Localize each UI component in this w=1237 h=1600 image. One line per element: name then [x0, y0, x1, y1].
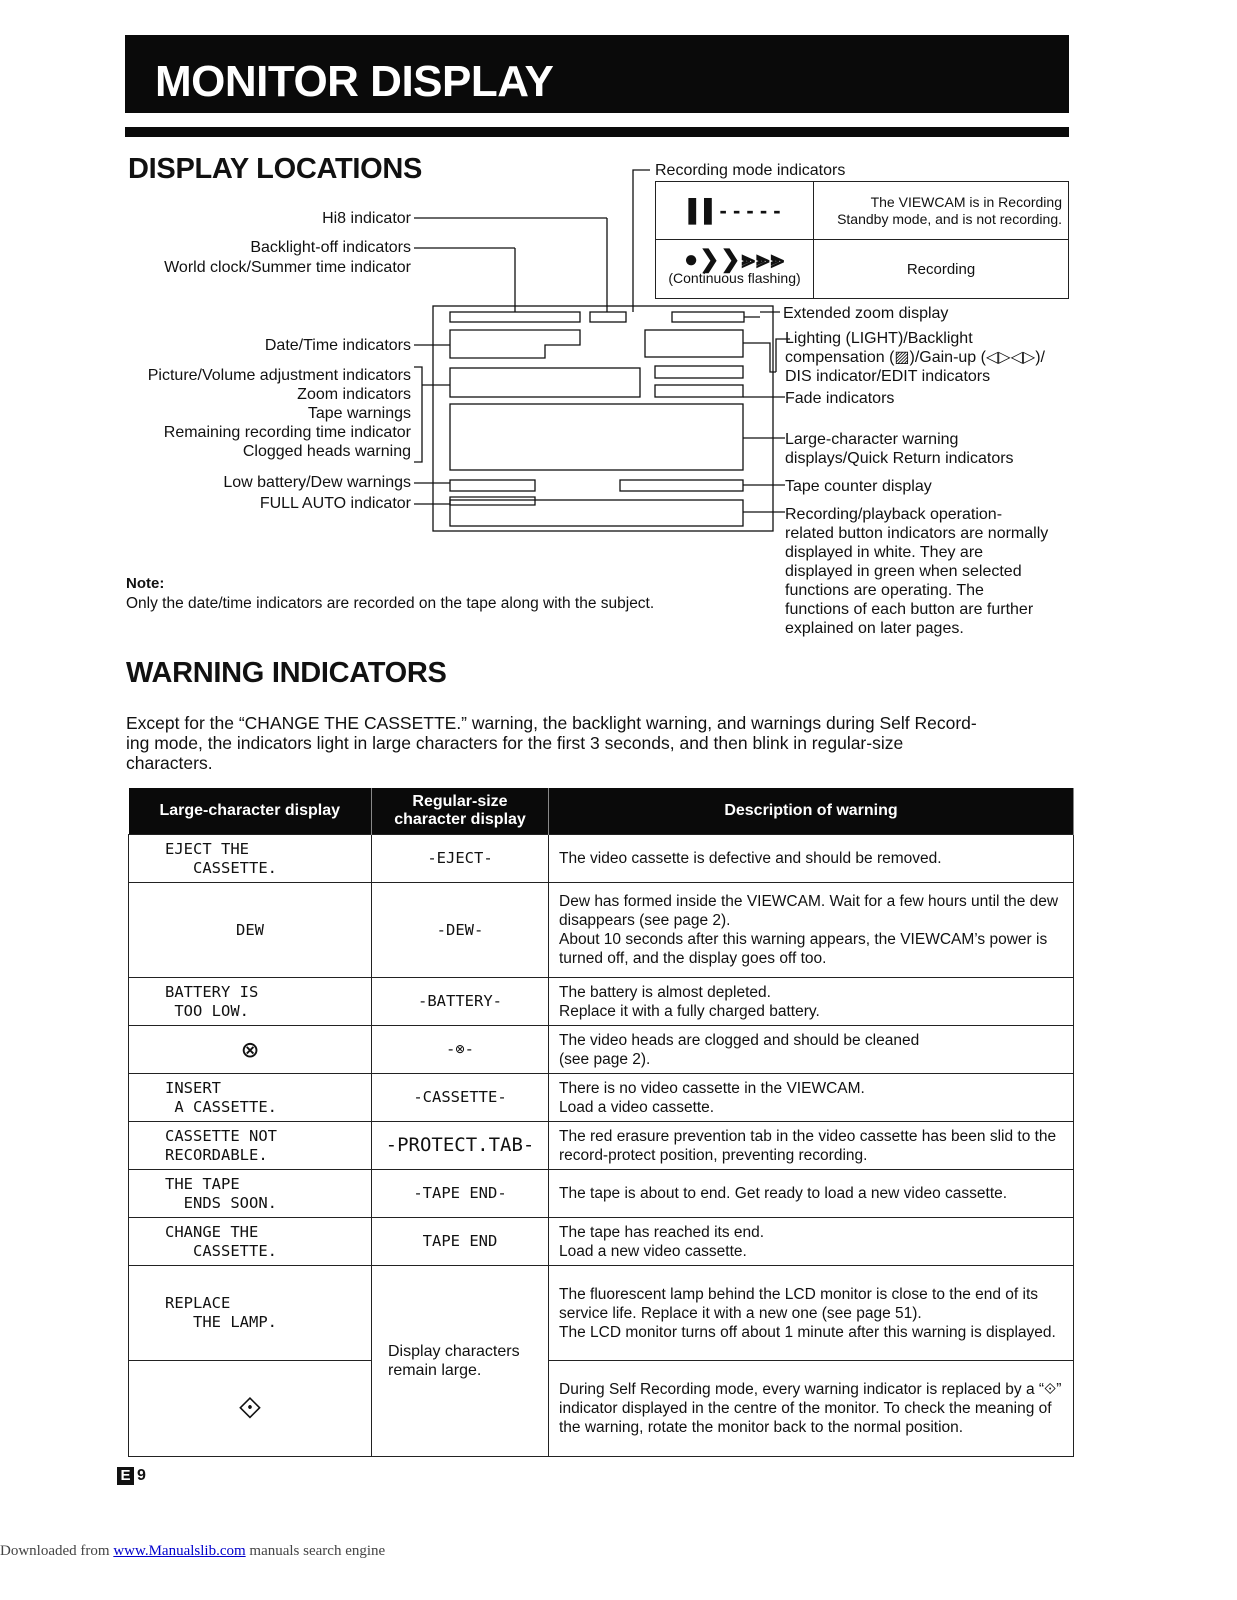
regular-display: -CASSETTE- — [372, 1074, 549, 1122]
recording-mode-table — [655, 181, 1069, 299]
page-title: MONITOR DISPLAY — [155, 57, 554, 106]
regular-display: -BATTERY- — [372, 978, 549, 1026]
merged-regular-display: Display characters remain large. — [372, 1266, 549, 1457]
regular-display: -PROTECT.TAB- — [372, 1122, 549, 1170]
regular-display: -EJECT- — [372, 835, 549, 883]
large-display: BATTERY IS TOO LOW. — [129, 978, 372, 1026]
table-row — [129, 883, 1074, 978]
large-display: DEW — [129, 883, 372, 978]
tape-counter-label: Tape counter display — [785, 478, 932, 495]
warning-description: The tape is about to end. Get ready to load a new video cassette. — [549, 1170, 1074, 1218]
fade-label: Fade indicators — [785, 390, 895, 407]
large-display: CASSETTE NOT RECORDABLE. — [129, 1122, 372, 1170]
warning-table — [128, 788, 1074, 1457]
warning-description: The video cassette is defective and should be removed. — [549, 835, 1074, 883]
regular-display: TAPE END — [372, 1218, 549, 1266]
backlight-off-label: Backlight-off indicators — [250, 239, 411, 256]
regular-display: -TAPE END- — [372, 1170, 549, 1218]
table-row — [129, 1361, 1074, 1457]
clogged-heads-label: Clogged heads warning — [242, 443, 411, 460]
table-row — [129, 1026, 1074, 1074]
world-clock-label: World clock/Summer time indicator — [164, 259, 411, 276]
warning-intro: Except for the “CHANGE THE CASSETTE.” warning, the backlight warning, and warnings during Self Record- ing mode, the indicators light in large characters for the first 3 seconds, and then blink in regular-size characters. — [126, 713, 977, 773]
warning-description: The red erasure prevention tab in the video cassette has been slid to the record-protect position, preventing recording. — [549, 1122, 1074, 1170]
large-display: INSERT A CASSETTE. — [129, 1074, 372, 1122]
large-display: EJECT THE CASSETTE. — [129, 835, 372, 883]
picture-volume-label: Picture/Volume adjustment indicators — [147, 367, 411, 384]
table-row — [129, 1122, 1074, 1170]
zoom-label: Zoom indicators — [297, 386, 411, 403]
warning-description: The fluorescent lamp behind the LCD monitor is close to the end of its service life. Replace it with a new one (see page 51). The LCD monitor turns off about 1 minute after this warning is displayed. — [549, 1266, 1074, 1361]
warning-description: The video heads are clogged and should be cleaned (see page 2). — [549, 1026, 1074, 1074]
warning-description: There is no video cassette in the VIEWCAM. Load a video cassette. — [549, 1074, 1074, 1122]
remaining-time-label: Remaining recording time indicator — [163, 424, 411, 441]
recording-mode-label: Recording mode indicators — [655, 162, 846, 179]
table-row — [129, 835, 1074, 883]
warning-description: The battery is almost depleted. Replace it with a fully charged battery. — [549, 978, 1074, 1026]
lighting-label: Lighting (LIGHT)/Backlight compensation (▨)/Gain-up (◁▷◁▷)/ DIS indicator/EDIT indicators — [785, 330, 1045, 385]
table-row — [129, 1266, 1074, 1361]
table-row — [129, 1170, 1074, 1218]
full-auto-label: FULL AUTO indicator — [259, 495, 411, 512]
date-time-label: Date/Time indicators — [264, 337, 411, 354]
language-badge: E — [117, 1467, 134, 1485]
table-row — [129, 978, 1074, 1026]
standby-symbol: ▌▌- - - - - — [656, 182, 814, 240]
clogged-heads-icon: ⊗ — [129, 1026, 372, 1074]
tape-warnings-label: Tape warnings — [307, 405, 411, 422]
download-footer: Downloaded from www.Manualslib.com manuals search engine — [0, 1543, 386, 1559]
table-row — [129, 1074, 1074, 1122]
regular-display: -⊗- — [372, 1026, 549, 1074]
self-recording-icon: ⟐ — [129, 1361, 372, 1457]
low-battery-label: Low battery/Dew warnings — [223, 474, 411, 491]
col-regular-size: Regular-size character display — [372, 788, 549, 835]
warning-description: Dew has formed inside the VIEWCAM. Wait for a few hours until the dew disappears (see page 2). About 10 seconds after this warning appears, the VIEWCAM’s power is turned off, and the display goes off too. — [549, 883, 1074, 978]
note-label: Note: — [126, 575, 165, 592]
recording-symbol-note: (Continuous flashing) — [668, 270, 801, 286]
recording-symbol-cell — [656, 240, 814, 299]
rec-play-label: Recording/playback operation- related button indicators are normally displayed in white. They are displayed in green when selected functions are operating. The functions of each button are further explained on later pages. — [785, 506, 1049, 637]
large-display: THE TAPE ENDS SOON. — [129, 1170, 372, 1218]
note-text: Only the date/time indicators are recorded on the tape along with the subject. — [126, 595, 655, 612]
col-large-char: Large-character display — [129, 788, 372, 835]
recording-symbol: ●❯❯⫸⫸⫸ — [683, 246, 786, 273]
warning-indicators-heading: WARNING INDICATORS — [126, 657, 447, 689]
display-locations-heading: DISPLAY LOCATIONS — [128, 153, 423, 185]
regular-display: -DEW- — [372, 883, 549, 978]
warning-description: During Self Recording mode, every warning indicator is replaced by a “⟐” indicator displayed in the centre of the monitor. To check the meaning of the warning, rotate the monitor back to the normal position. — [549, 1361, 1074, 1457]
page-number: 9 — [137, 1467, 146, 1484]
large-display: REPLACE THE LAMP. — [129, 1266, 372, 1361]
table-row — [129, 1218, 1074, 1266]
large-display: CHANGE THE CASSETTE. — [129, 1218, 372, 1266]
warning-description: The tape has reached its end. Load a new video cassette. — [549, 1218, 1074, 1266]
large-char-warning-label: Large-character warning displays/Quick Return indicators — [785, 431, 1014, 467]
hi8-indicator-label: Hi8 indicator — [322, 210, 411, 227]
standby-description: The VIEWCAM is in Recording Standby mode, and is not recording. — [814, 182, 1069, 240]
recording-description: Recording — [814, 240, 1069, 299]
manualslib-link[interactable]: www.Manualslib.com — [113, 1543, 246, 1559]
extended-zoom-label: Extended zoom display — [783, 305, 949, 322]
col-description: Description of warning — [549, 788, 1074, 835]
